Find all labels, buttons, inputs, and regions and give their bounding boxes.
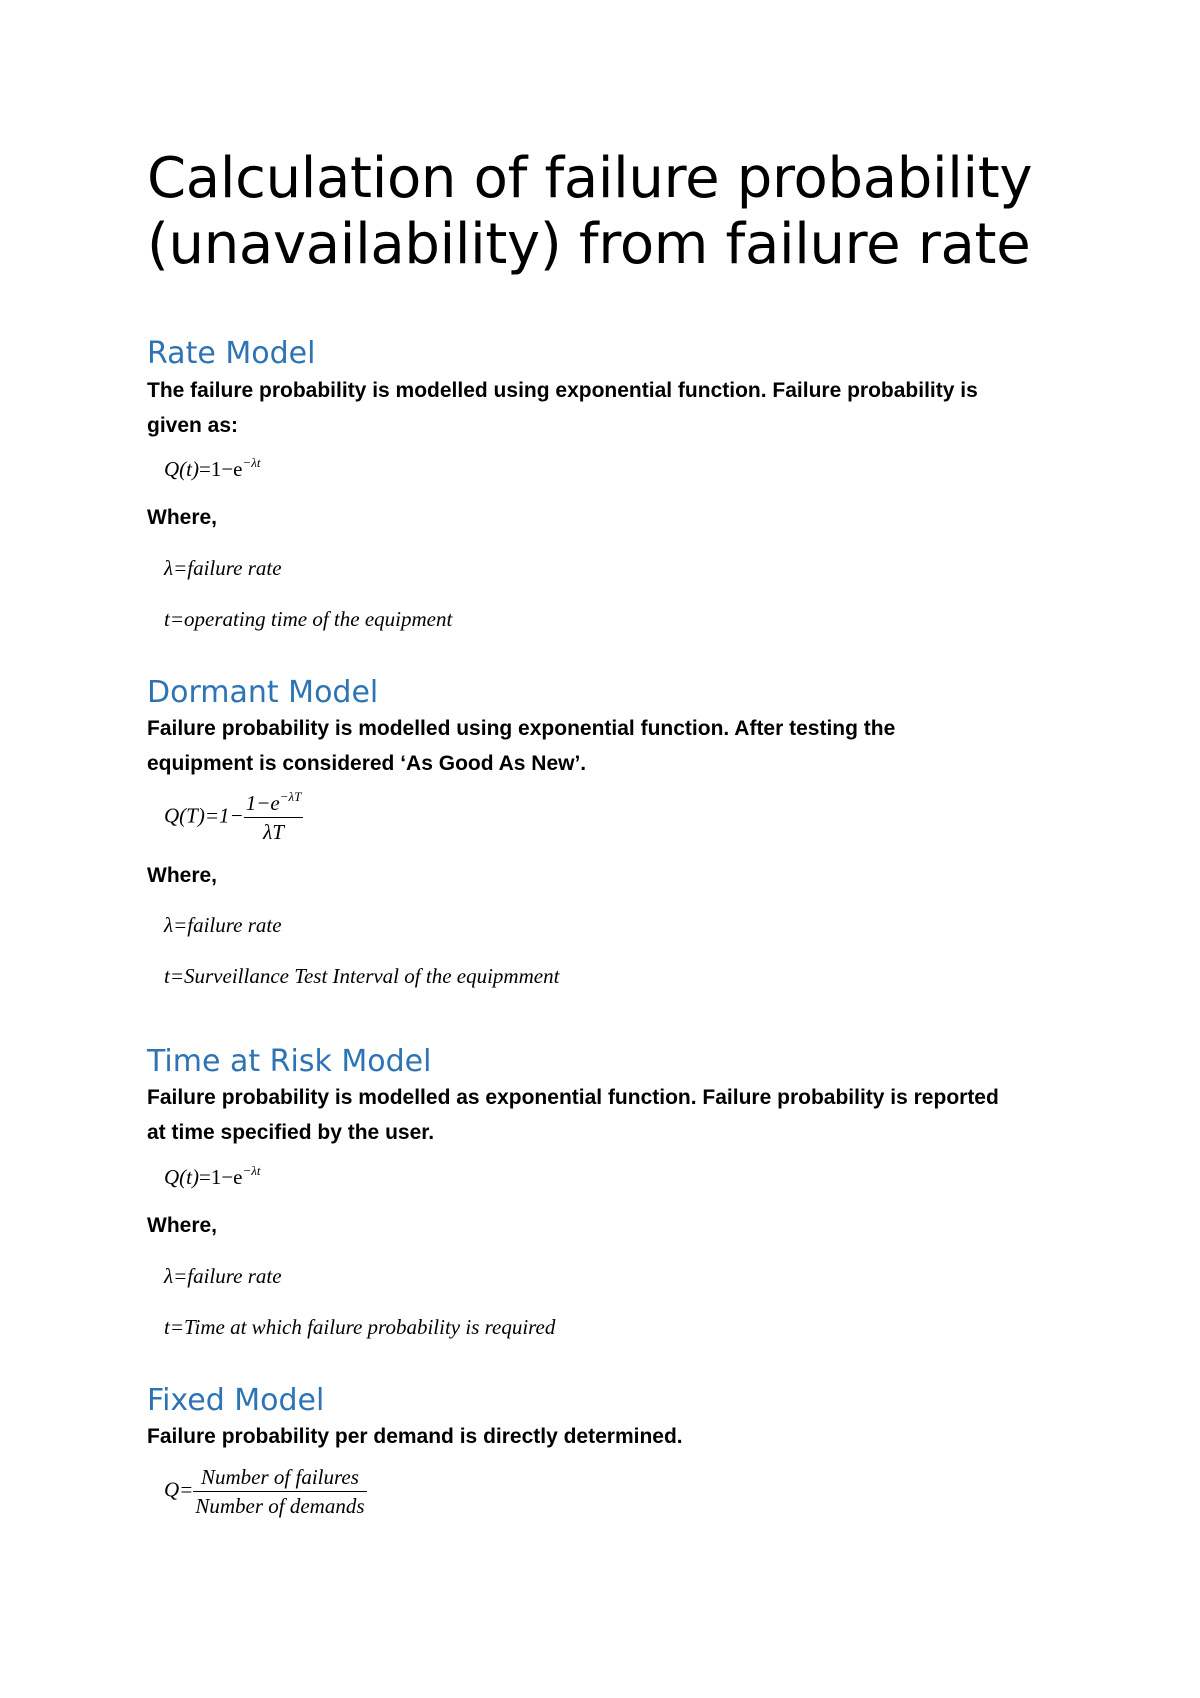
fixed-model-formula-lhs: Q= <box>164 1477 194 1502</box>
time-at-risk-model-formula-lhs: Q(t) <box>164 1165 199 1189</box>
fixed-model-heading: Fixed Model <box>147 1383 325 1418</box>
rate-model-definition-lambda: λ=failure rate <box>164 556 282 580</box>
fixed-model-formula <box>164 1464 1067 1519</box>
rate-model-formula-rhs: =1−e <box>199 457 243 481</box>
fixed-model-formula-fraction <box>193 1464 366 1519</box>
rate-model-formula-lhs: Q(t) <box>164 457 199 481</box>
rate-model-formula <box>164 454 1067 484</box>
fixed-model-formula-numerator: Number of failures <box>193 1464 366 1492</box>
rate-model-description-line-2: given as: <box>147 414 239 437</box>
fixed-model-description: Failure probability per demand is directly determined. <box>147 1425 683 1448</box>
time-at-risk-model-description-line-2: at time specified by the user. <box>147 1121 435 1144</box>
dormant-model-heading: Dormant Model <box>147 675 379 710</box>
dormant-model-formula <box>164 790 1067 845</box>
time-at-risk-model-definition-t: t=Time at which failure probability is required <box>164 1315 556 1339</box>
time-at-risk-model-definition-lambda: λ=failure rate <box>164 1264 282 1288</box>
dormant-model-definition-lambda: λ=failure rate <box>164 913 282 937</box>
dormant-model-formula-fraction <box>244 790 304 845</box>
fixed-model-formula-denominator: Number of demands <box>195 1494 365 1518</box>
dormant-model-formula-numerator: $1-e^{-\lambda T}$ <box>244 790 304 818</box>
dormant-model-definition-t: t=Surveillance Test Interval of the equipmment <box>164 964 560 988</box>
time-at-risk-model-section <box>147 1044 1067 1342</box>
dormant-model-section <box>147 675 1067 991</box>
time-at-risk-model-formula-exponent: −λt <box>242 1163 261 1178</box>
dormant-model-description-line-1: Failure probability is modelled using exponential function. After testing the <box>147 717 896 740</box>
dormant-model-description-line-2: equipment is considered ‘As Good As New’. <box>147 752 587 775</box>
title-line-1: Calculation of failure probability <box>147 146 1033 211</box>
time-at-risk-model-where-label: Where, <box>147 1214 218 1237</box>
time-at-risk-model-formula-rhs: =1−e <box>199 1165 243 1189</box>
rate-model-description-line-1: The failure probability is modelled using exponential function. Failure probability is <box>147 379 978 402</box>
rate-model-description <box>147 373 1067 443</box>
dormant-model-formula-lhs: Q(T)=1− <box>164 803 244 828</box>
time-at-risk-model-formula <box>164 1162 1067 1192</box>
time-at-risk-model-description-line-1: Failure probability is modelled as exponential function. Failure probability is reported <box>147 1086 999 1109</box>
time-at-risk-model-heading: Time at Risk Model <box>147 1044 432 1079</box>
rate-model-definition-t: t=operating time of the equipment <box>164 607 453 631</box>
rate-model-formula-exponent: −λt <box>242 455 261 470</box>
dormant-model-formula-denominator: λT <box>263 820 284 844</box>
dormant-model-formula-numerator-exponent: −λT <box>279 789 302 804</box>
rate-model-section <box>147 336 1067 634</box>
document-title <box>147 146 1032 278</box>
dormant-model-where-label: Where, <box>147 864 218 887</box>
rate-model-heading: Rate Model <box>147 336 316 371</box>
title-line-2: (unavailability) from failure rate <box>147 212 1031 277</box>
time-at-risk-model-description <box>147 1080 1067 1150</box>
dormant-model-description <box>147 711 1067 781</box>
rate-model-where-label: Where, <box>147 506 218 529</box>
fixed-model-section <box>147 1383 1067 1519</box>
